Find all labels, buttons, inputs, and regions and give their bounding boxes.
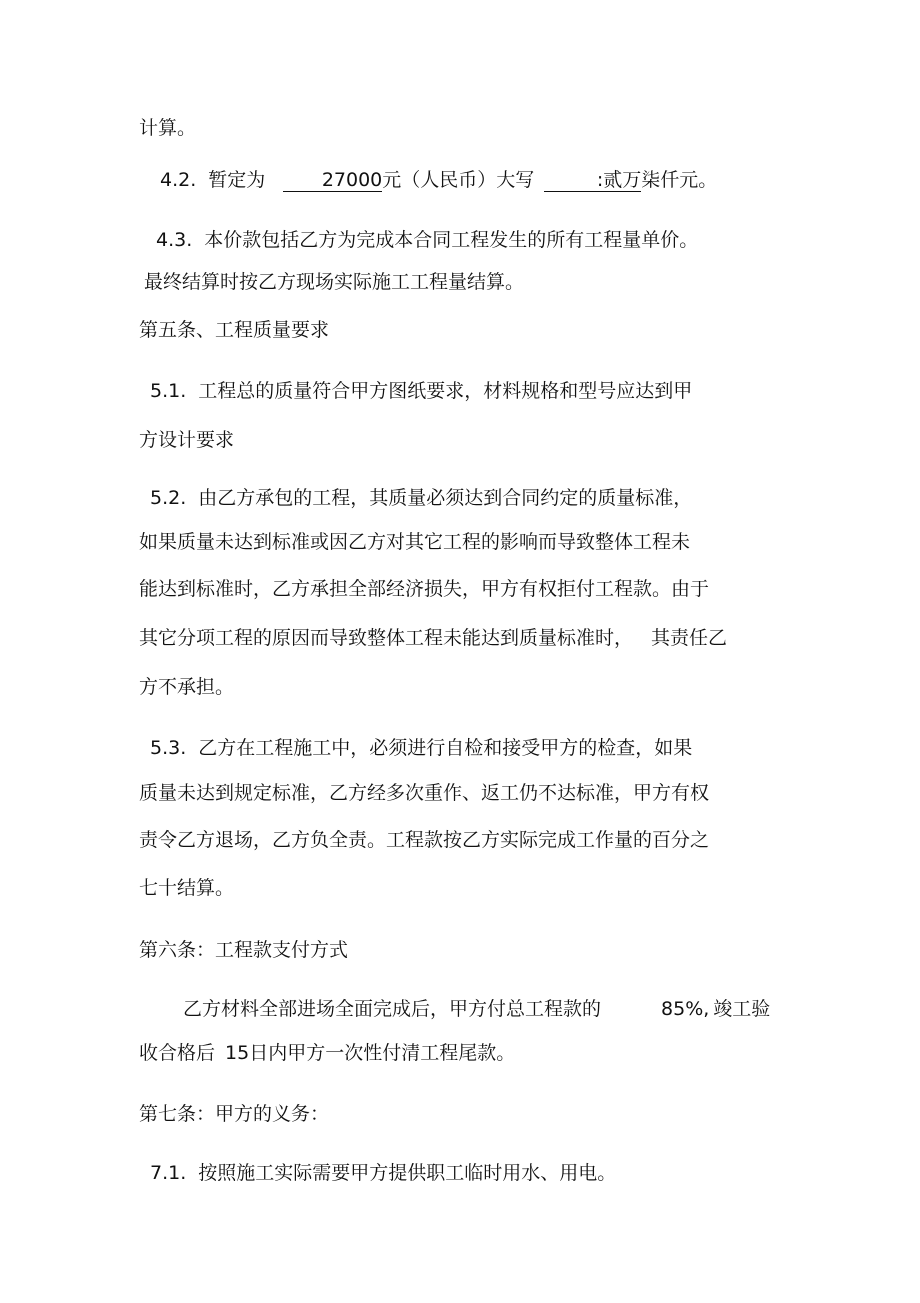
payment-text-tail: 日内甲方一次性付清工程尾款。 (249, 1042, 516, 1064)
payment-days: 15 (225, 1042, 250, 1064)
clause-4-3-line1 (156, 228, 698, 252)
clause-4-3-line2: 最终结算时按乙方现场实际施工工程量结算。 (144, 271, 525, 293)
clause-text: 由乙方承包的工程，其质量必须达到合同约定的质量标准， (198, 487, 693, 509)
article-6-title: 第六条：工程款支付方式 (139, 939, 349, 961)
clause-number: 7.1. (150, 1162, 187, 1184)
article-6-line2 (139, 1041, 515, 1065)
clause-text: 其它分项工程的原因而导致整体工程未能达到质量标准时， (139, 627, 634, 649)
clause-5-3-line3: 责令乙方退场，乙方负全责。工程款按乙方实际完成工作量的百分之 (139, 829, 710, 851)
clause-number: 4.2. (160, 169, 197, 191)
payment-percent: 85%, (661, 998, 710, 1020)
clause-text: 本价款包括乙方为完成本合同工程发生的所有工程量单价。 (204, 229, 699, 251)
article-6-line1 (183, 997, 770, 1021)
clause-number: 4.3. (156, 229, 193, 251)
clause-label: 暂定为 (208, 169, 266, 191)
amount-words-tail: 柒仟元。 (641, 169, 718, 191)
amount-words-field: :贰万 (544, 169, 641, 192)
clause-number: 5.2. (150, 487, 187, 509)
clause-number: 5.3. (150, 737, 187, 759)
clause-5-3-line1 (150, 736, 692, 760)
clause-5-1-line2: 方设计要求 (139, 429, 235, 451)
clause-5-3-line2: 质量未达到规定标准，乙方经多次重作、返工仍不达标准，甲方有权 (139, 782, 710, 804)
clause-5-2-line5: 方不承担。 (139, 676, 235, 698)
payment-text: 乙方材料全部进场全面完成后，甲方付总工程款的 (183, 998, 602, 1020)
article-7-title: 第七条：甲方的义务： (139, 1103, 330, 1125)
clause-5-2-line3: 能达到标准时，乙方承担全部经济损失，甲方有权拒付工程款。由于 (139, 578, 710, 600)
clause-5-1-line1 (150, 379, 692, 403)
clause-text-tail: 其责任乙 (651, 627, 728, 649)
payment-text: 收合格后 (139, 1042, 216, 1064)
clause-text: 乙方在工程施工中，必须进行自检和接受甲方的检查，如果 (198, 737, 693, 759)
clause-5-2-line4 (139, 626, 727, 650)
clause-5-2-line1 (150, 486, 692, 510)
clause-text: 工程总的质量符合甲方图纸要求，材料规格和型号应达到甲 (198, 380, 693, 402)
payment-text-tail: 竣工验 (713, 998, 771, 1020)
amount-field: 27000 (283, 169, 382, 192)
amount-unit: 元（人民币）大写 (382, 169, 535, 191)
clause-text: 按照施工实际需要甲方提供职工临时用水、用电。 (198, 1162, 617, 1184)
clause-5-3-line4: 七十结算。 (139, 877, 235, 899)
clause-5-2-line2: 如果质量未达到标准或因乙方对其它工程的影响而导致整体工程未 (139, 531, 691, 553)
paragraph-calc-end: 计算。 (139, 117, 197, 139)
clause-4-2 (160, 168, 717, 192)
article-5-title: 第五条、工程质量要求 (139, 319, 330, 341)
clause-7-1 (150, 1161, 616, 1185)
clause-number: 5.1. (150, 380, 187, 402)
